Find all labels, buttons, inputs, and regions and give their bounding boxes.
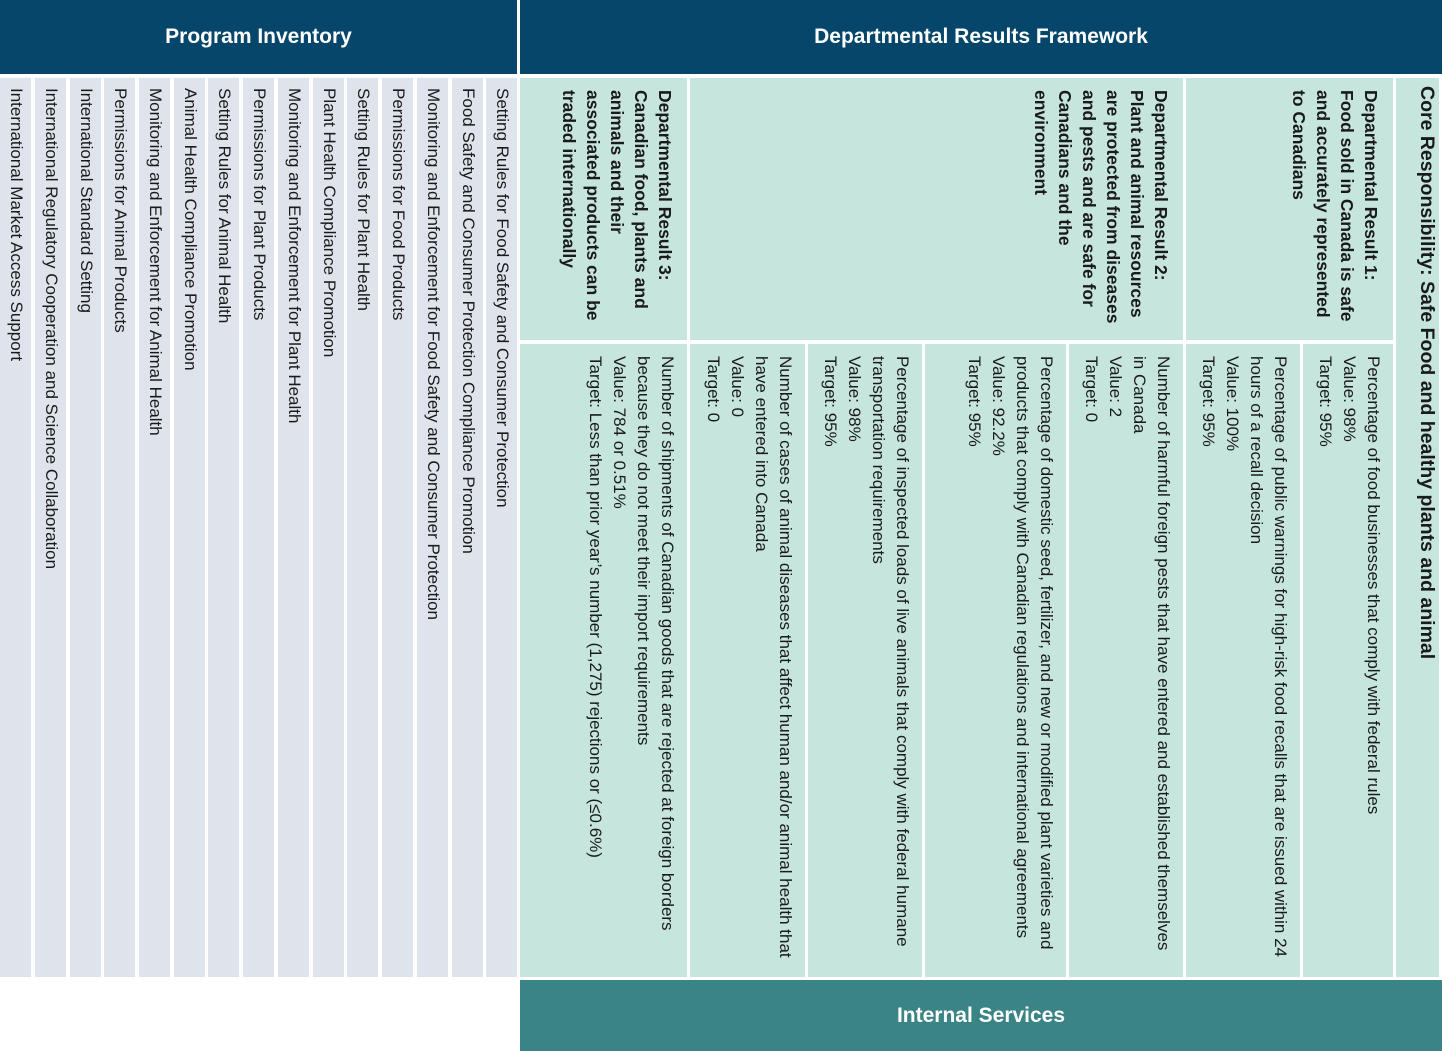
program-label: Monitoring and Enforcement for Food Safety and Consumer Protection	[424, 88, 443, 621]
program-label: Monitoring and Enforcement for Plant Health	[285, 88, 304, 424]
program-label: Plant Health Compliance Promotion	[320, 88, 339, 358]
program-label: International Regulatory Cooperation and Science Collaboration	[42, 88, 61, 570]
indicator-text: Number of cases of animal diseases that affect human and/or animal health that have entered into Canada	[752, 356, 795, 958]
program-inventory-header-label: Program Inventory	[165, 25, 352, 48]
result-2-indicator-3-cell	[808, 344, 922, 977]
indicator-text: Percentage of domestic seed, fertilizer, and new or modified plant varieties and products that comply with Canadian regulations and international agreements	[1013, 356, 1056, 950]
program-item	[208, 78, 239, 977]
indicator-value: Value: 98%	[845, 356, 864, 442]
indicator-target: Target: 95%	[821, 356, 840, 447]
program-item	[139, 78, 170, 977]
result-2-title-cell	[690, 78, 1183, 340]
program-item	[347, 78, 378, 977]
program-item	[278, 78, 309, 977]
drf-header-label: Departmental Results Framework	[814, 25, 1148, 48]
indicator-value: Value: 2	[1106, 356, 1125, 418]
program-label: International Market Access Support	[7, 88, 26, 362]
internal-services-bar	[520, 980, 1442, 1051]
program-label: Setting Rules for Plant Health	[354, 88, 373, 312]
result-3-title: Departmental Result 3: Canadian food, plants and animals and their associated products can be traded internationally	[559, 90, 675, 321]
program-label: Monitoring and Enforcement for Animal Health	[146, 88, 165, 436]
result-1-indicator-2-cell	[1186, 344, 1300, 977]
departmental-results-framework-header	[520, 0, 1442, 74]
program-item	[174, 78, 205, 977]
indicator-value: Value: 0	[728, 356, 747, 418]
result-2-indicator-4	[690, 344, 805, 977]
indicator-text: Number of shipments of Canadian goods that are rejected at foreign borders because they do not meet their import requirements	[634, 356, 677, 931]
indicator-target: Target: 0	[1082, 356, 1101, 423]
indicator-text: Percentage of public warnings for high-risk food recalls that are issued within 24 hours of a recall decision	[1247, 356, 1290, 957]
indicator-value: Value: 100%	[1223, 356, 1242, 452]
result-2-indicator-2-cell	[925, 344, 1066, 977]
indicator-value: Value: 92.2%	[989, 356, 1008, 456]
indicator-text: Percentage of food businesses that comply with federal rules	[1364, 356, 1383, 815]
indicator-text: Number of harmful foreign pests that have entered and established themselves in Canada	[1130, 356, 1173, 951]
program-item	[104, 78, 135, 977]
program-item	[70, 78, 101, 977]
program-label: Animal Health Compliance Promotion	[181, 88, 200, 371]
program-item	[0, 78, 31, 977]
result-3-indicator-1	[520, 344, 687, 977]
result-3-indicator-1-cell	[520, 344, 687, 977]
indicator-target: Target: 95%	[1316, 356, 1335, 447]
result-2-title: Departmental Result 2: Plant and animal resources are protected from diseases and pests and are safe for Canadians and the environment	[1031, 90, 1171, 324]
program-item	[382, 78, 413, 977]
program-item	[417, 78, 448, 977]
program-label: Setting Rules for Animal Health	[215, 88, 234, 324]
program-item	[486, 78, 517, 977]
result-2-indicator-3	[808, 344, 922, 977]
core-responsibility-text: Core Responsibility: Safe Food and healthy plants and animal	[1416, 86, 1438, 660]
result-1-indicator-2	[1186, 344, 1300, 977]
result-1-title: Departmental Result 1: Food sold in Canada is safe and accurately represented to Canadians	[1289, 90, 1381, 322]
program-item	[452, 78, 483, 977]
result-1-indicator-1-cell	[1303, 344, 1393, 977]
indicator-target: Target: 95%	[1199, 356, 1218, 447]
program-label: Setting Rules for Food Safety and Consumer Protection	[493, 88, 512, 508]
internal-services-label: Internal Services	[896, 1003, 1066, 1027]
result-3-title-cell	[520, 78, 687, 340]
program-label: Permissions for Food Products	[389, 88, 408, 321]
indicator-value: Value: 98%	[1340, 356, 1359, 442]
program-item	[35, 78, 66, 977]
indicator-target: Target: 0	[704, 356, 723, 423]
program-inventory-header	[0, 0, 517, 74]
indicator-text: Percentage of inspected loads of live animals that comply with federal humane transportation requirements	[869, 356, 912, 947]
program-label: Permissions for Plant Products	[250, 88, 269, 321]
program-label: International Standard Setting	[77, 88, 96, 313]
result-2-indicator-1	[1069, 344, 1183, 977]
result-1-indicator-1	[1303, 344, 1393, 977]
indicator-value: Value: 784 or 0.51%	[610, 356, 629, 509]
result-1-title-cell	[1186, 78, 1393, 340]
program-item	[313, 78, 344, 977]
result-2-indicator-4-cell	[690, 344, 805, 977]
core-responsibility-cell	[1396, 78, 1439, 977]
program-label: Permissions for Animal Products	[111, 88, 130, 333]
indicator-target: Target: 95%	[965, 356, 984, 447]
indicator-target: Target: Less than prior year’s number (1,275) rejections or (≤0.6%)	[586, 356, 605, 858]
program-label: Food Safety and Consumer Protection Compliance Promotion	[459, 88, 478, 554]
result-2-indicator-1-cell	[1069, 344, 1183, 977]
program-item	[243, 78, 274, 977]
result-2-indicator-2	[925, 344, 1066, 977]
